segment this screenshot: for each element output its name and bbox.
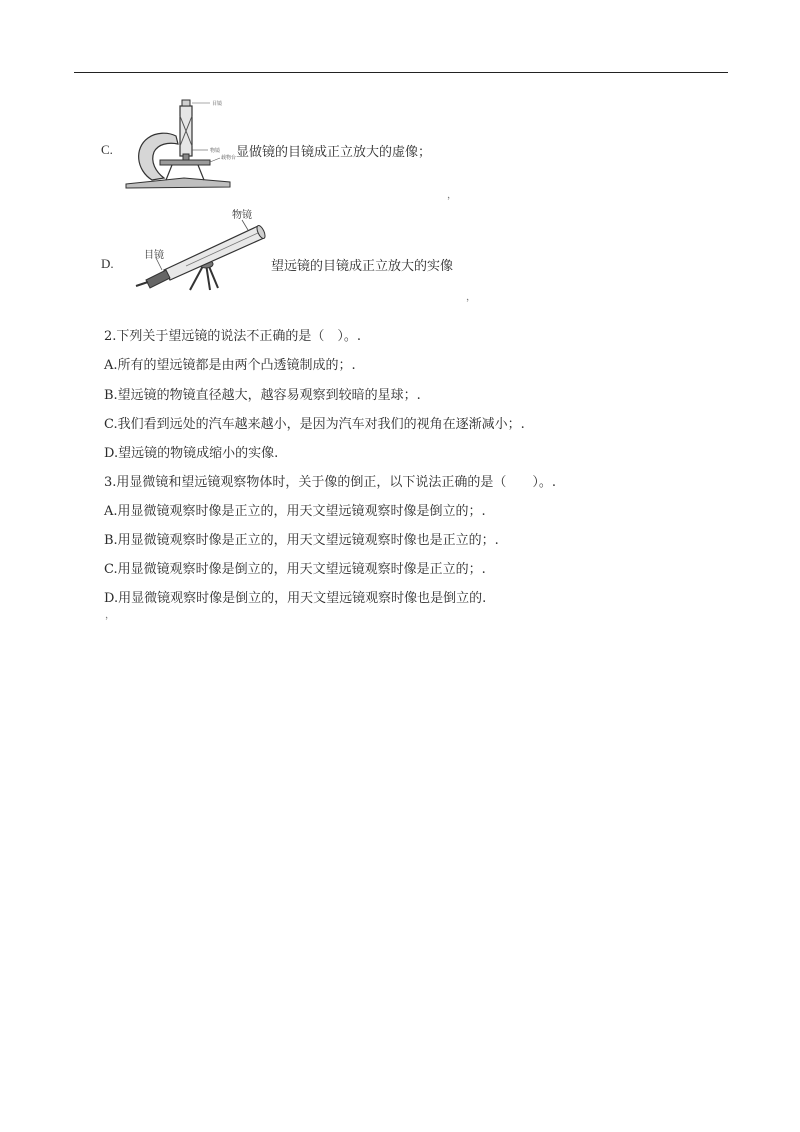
telescope-label-eyepiece: 目镜: [144, 250, 164, 261]
question-2-option-d: D.望远镜的物镜成缩小的实像.: [104, 446, 279, 461]
header-rule: [74, 72, 728, 73]
question-3-option-b: B.用显微镜观察时像是正立的，用天文望远镜观察时像也是正立的；.: [104, 533, 499, 548]
option-c-trailing-mark: ，: [447, 190, 457, 201]
question-2-option-c: C.我们看到远处的汽车越来越小，是因为汽车对我们的视角在逐渐减小；.: [104, 417, 525, 432]
option-c-text: 显做镜的目镜成正立放大的虚像；: [236, 145, 432, 160]
telescope-figure-icon: [126, 206, 270, 292]
question-3-option-d: D.用显微镜观察时像是倒立的，用天文望远镜观察时像也是倒立的.: [104, 591, 487, 606]
option-d-letter: D.: [101, 256, 114, 271]
microscope-label-objective: 物镜: [210, 148, 221, 154]
option-d-text: 望远镜的目镜成正立放大的实像: [271, 259, 454, 274]
option-c-letter: C.: [101, 142, 113, 157]
end-mark: ，: [105, 610, 115, 621]
question-3-option-c: C.用显微镜观察时像是倒立的，用天文望远镜观察时像是正立的；.: [104, 562, 486, 577]
option-d-trailing-mark: ，: [466, 292, 476, 303]
question-2-stem: 2.下列关于望远镜的说法不正确的是（ ）。.: [104, 329, 362, 344]
question-3-option-a: A.用显微镜观察时像是正立的，用天文望远镜观察时像是倒立的；.: [104, 504, 486, 519]
question-3-stem: 3.用显微镜和望远镜观察物体时，关于像的倒正，以下说法正确的是（ ）。.: [104, 475, 557, 490]
question-2-option-b: B.望远镜的物镜直径越大，越容易观察到较暗的星球；.: [104, 388, 421, 403]
microscope-label-stage: 载物台: [221, 155, 236, 161]
question-2-option-a: A.所有的望远镜都是由两个凸透镜制成的；.: [104, 358, 356, 373]
telescope-label-objective: 物镜: [232, 210, 252, 221]
microscope-figure-icon: [124, 96, 236, 190]
microscope-label-eyepiece: 目镜: [212, 101, 223, 107]
